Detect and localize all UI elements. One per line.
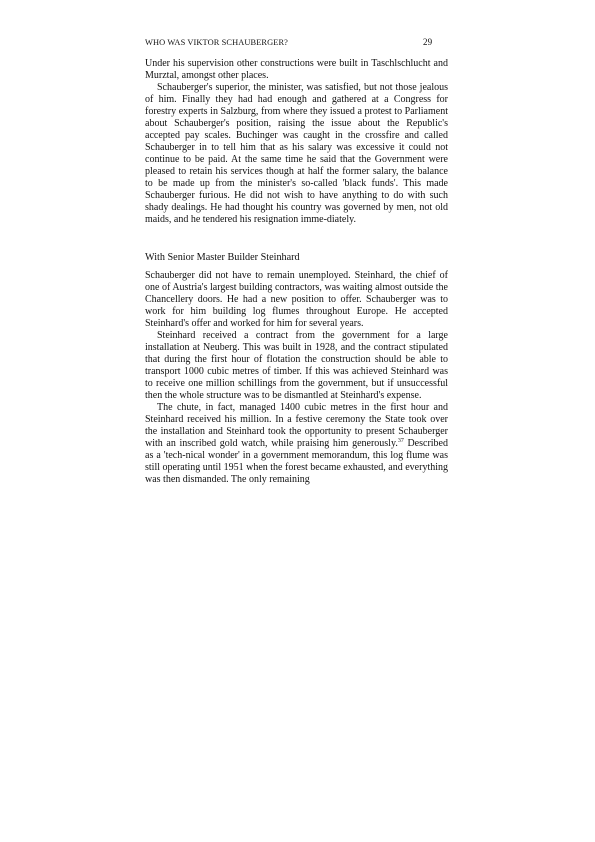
paragraph-text: Described as a 'tech-nical wonder' in a government memorandum, this log flume was still operating until 1951 when the forest became exhausted, and everything was then dismanded. The only remaining [145, 438, 448, 485]
page-number: 29 [423, 37, 433, 47]
running-head-title: WHO WAS VIKTOR SCHAUBERGER? [145, 38, 288, 47]
paragraph: Steinhard received a contract from the government for a large installation at Neuberg. This was built in 1928, and the contract stipulated that during the first hour of flotation the construction should be able to transport 1000 cubic metres of timber. If this was achieved Steinhard was to receive one million schillings from the government, but if unsuccessful then the whole structure was to be dismantled at Steinhard's expense. [145, 330, 448, 401]
paragraph: Under his supervision other constructions were built in Taschlschlucht and Murztal, amongst other places. [145, 58, 448, 81]
footnote-reference: 37 [397, 438, 404, 444]
paragraph: Schauberger's superior, the minister, was satisfied, but not those jealous of him. Finally they had had enough and gathered at a Congress for forestry experts in Salzburg, from where they issued a protest to Parliament about Schauberger's position, raising the issue about the Republic's accepted pay scales. Buchinger was caught in the crossfire and called Schauberger in to tell him that as his salary was excessive it could not continue to be paid. At the same time he said that the Government were pleased to retain his services though at half the former salary, the balance to be made up from the minister's so-called 'black funds'. This made Schauberger furious. He did not wish to have anything to do with such shady dealings. He had thought his country was governed by men, not old maids, and he tendered his resignation imme-diately. [145, 82, 448, 225]
paragraph [145, 402, 448, 486]
book-page [145, 36, 448, 486]
paragraph: Schauberger did not have to remain unemployed. Steinhard, the chief of one of Austria's largest building contractors, was waiting almost outside the Chancellery doors. He had a new position to offer. Schauberger was to work for him building log flumes throughout Europe. He accepted Steinhard's offer and worked for him for several years. [145, 270, 448, 329]
section-heading: With Senior Master Builder Steinhard [145, 252, 300, 263]
paragraph-text: The chute, in fact, managed 1400 cubic metres in the first hour and Steinhard received his million. In a festive ceremony the State took over the installation and Steinhard took the opportunity to present Schauberger with an inscribed gold watch, while praising him generously. [145, 402, 448, 449]
running-head [145, 36, 448, 50]
page-body [145, 58, 448, 486]
